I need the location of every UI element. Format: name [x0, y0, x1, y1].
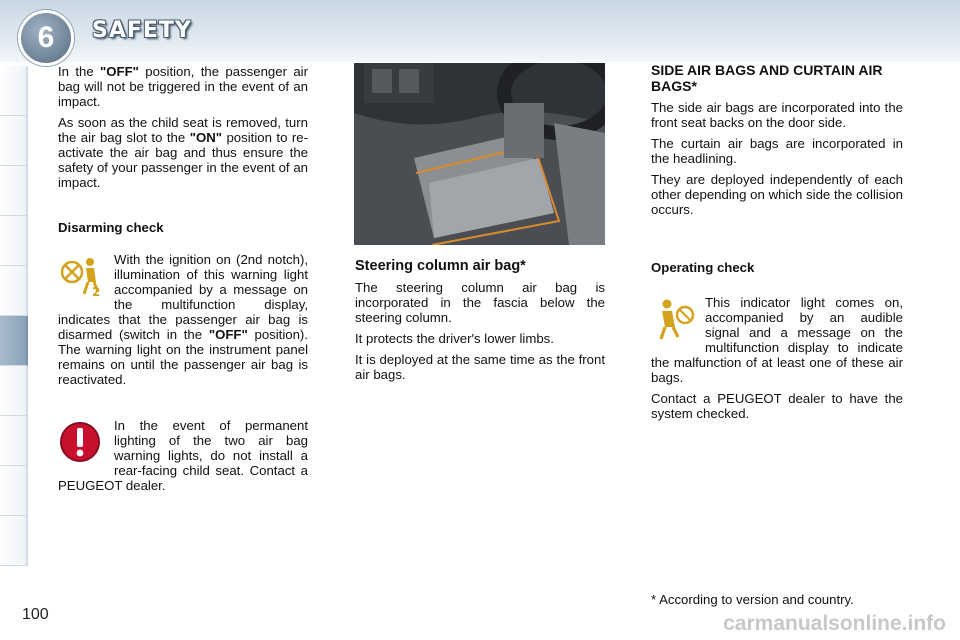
- side-airbags-p1: The side air bags are incorporated into the front seat backs on the door side.: [651, 100, 903, 130]
- paragraph-off-position: In the "OFF" position, the passenger air bag will not be triggered in the event of an impact.: [58, 64, 308, 109]
- airbag-warning-icon: [651, 295, 699, 343]
- chapter-tab-7[interactable]: [0, 366, 28, 416]
- column-middle: [355, 258, 605, 388]
- steering-column-heading: Steering column air bag*: [355, 258, 526, 274]
- page-number: 100: [22, 606, 49, 623]
- page-title: SAFETY: [92, 18, 192, 43]
- operating-heading-block: [651, 260, 903, 281]
- steering-column-p3: It is deployed at the same time as the front air bags.: [355, 352, 605, 382]
- stop-warning-icon: [58, 418, 106, 466]
- side-airbags-heading: SIDE AIR BAGS AND CURTAIN AIR BAGS*: [651, 62, 883, 94]
- operating-check-heading: Operating check: [651, 260, 755, 275]
- paragraph-reactivate: As soon as the child seat is removed, turn the air bag slot to the "ON" position to re-activate the air bag and thus ensure the safety of your passenger in the event of an impact.: [58, 115, 308, 190]
- warning-block: [58, 418, 308, 493]
- column-right: [651, 62, 903, 223]
- chapter-tab-10[interactable]: [0, 516, 28, 566]
- chapter-tab-9[interactable]: [0, 466, 28, 516]
- chapter-tab-2[interactable]: [0, 116, 28, 166]
- disarming-text: With the ignition on (2nd notch), illumination of this warning light accompanied by a message on the multifunction display, indicates that the passenger air bag is disarmed (switch in the "OFF" position). The warning light on the instrument panel remains on until the passenger air bag is reactivated.: [58, 252, 308, 387]
- side-airbags-p2: The curtain air bags are incorporated in the headlining.: [651, 136, 903, 166]
- operating-text-1: This indicator light comes on, accompanied by an audible signal and a message on the multifunction display to indicate the malfunction of at least one of these air bags.: [651, 295, 903, 385]
- disarming-heading-block: [58, 220, 308, 235]
- column-left: [58, 64, 308, 196]
- steering-column-airbag-photo: [354, 63, 605, 245]
- svg-text:2: 2: [92, 285, 101, 299]
- chapter-tab-6-active[interactable]: [0, 316, 28, 366]
- footnote: * According to version and country.: [651, 592, 854, 607]
- chapter-tab-8[interactable]: [0, 416, 28, 466]
- chapter-tab-4[interactable]: [0, 216, 28, 266]
- operating-block: [651, 295, 903, 427]
- operating-text-2: Contact a PEUGEOT dealer to have the system checked.: [651, 391, 903, 421]
- steering-column-p1: The steering column air bag is incorporated in the fascia below the steering column.: [355, 280, 605, 325]
- steering-column-p2: It protects the driver's lower limbs.: [355, 331, 554, 346]
- watermark: carmanualsonline.info: [723, 612, 946, 635]
- side-airbags-p3: They are deployed independently of each other depending on which side the collision occurs.: [651, 172, 903, 217]
- chapter-tab-1[interactable]: [0, 66, 28, 116]
- warning-text: In the event of permanent lighting of the two air bag warning lights, do not install a rear-facing child seat. Contact a PEUGEOT dealer.: [58, 418, 308, 493]
- airbag-off-warning-icon: [58, 252, 106, 300]
- dashboard-illustration: [354, 63, 605, 245]
- chapter-tab-strip: [0, 66, 30, 576]
- chapter-badge: 6: [18, 10, 74, 66]
- disarming-block: [58, 252, 308, 387]
- disarming-check-heading: Disarming check: [58, 220, 164, 235]
- chapter-tab-5[interactable]: [0, 266, 28, 316]
- chapter-tab-3[interactable]: [0, 166, 28, 216]
